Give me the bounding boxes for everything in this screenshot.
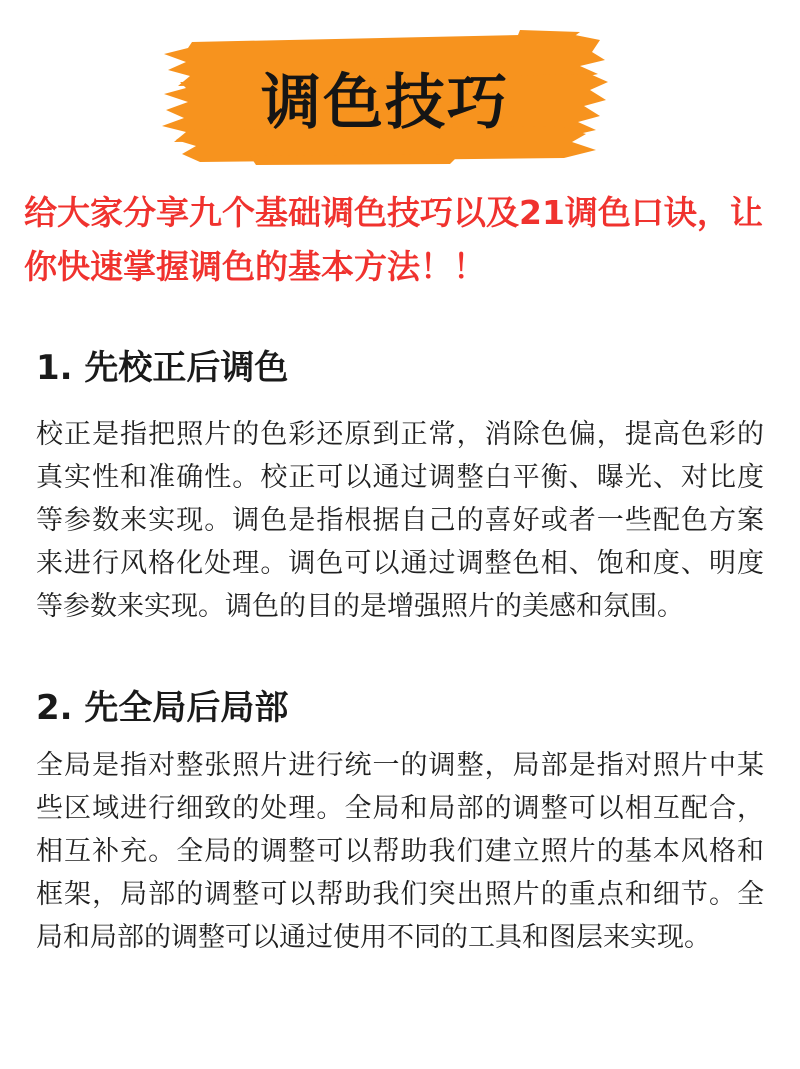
title-banner: [160, 30, 610, 165]
section-body-2: 全局是指对整张照片进行统一的调整，局部是指对照片中某些区域进行细致的处理。全局和局部的调整可以相互配合，相互补充。全局的调整可以帮助我们建立照片的基本风格和框架，局部的调整可以帮助我们突出照片的重点和细节。全局和局部的调整可以通过使用不同的工具和图层来实现。: [36, 750, 764, 953]
intro-text: 给大家分享九个基础调色技巧以及21调色口诀，让你快速掌握调色的基本方法！！: [24, 193, 763, 286]
section-heading-1: 1. 先校正后调色: [36, 348, 289, 388]
section-body-1: 校正是指把照片的色彩还原到正常，消除色偏，提高色彩的真实性和准确性。校正可以通过调整白平衡、曝光、对比度等参数来实现。调色是指根据自己的喜好或者一些配色方案来进行风格化处理。调色可以通过调整色相、饱和度、明度等参数来实现。调色的目的是增强照片的美感和氛围。: [36, 419, 764, 622]
page-title: 调色技巧: [261, 67, 509, 138]
section-heading-2: 2. 先全局后局部: [36, 688, 289, 728]
